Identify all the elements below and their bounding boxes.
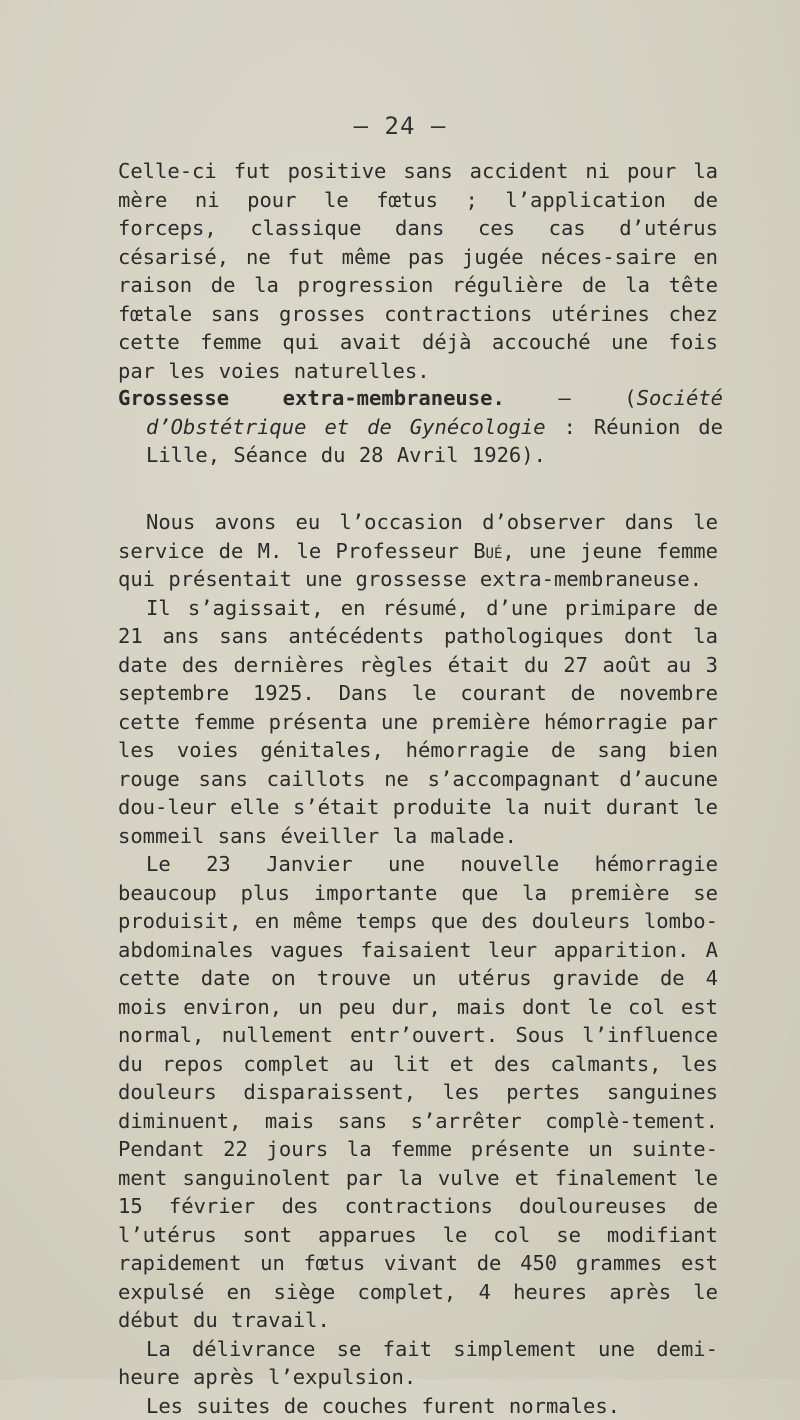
section-title: Grossesse extra-membraneuse. [118,386,505,410]
body-paragraph-1-start: Nous avons eu l’occasion d’observer dans le service de M. le Professeur [118,510,718,563]
body-paragraph-1-end: , une jeune femme qui présentait une grossesse extra-membraneuse. [118,539,718,592]
paragraph-intro: Celle-ci fut positive sans accident ni pour la mère ni pour le fœtus ; l’application de forceps, classique dans ces cas d’utérus césarisé, ne fut même pas jugée néces-saire en raison de la progression régulière de la tête fœtale sans grosses contractions utérines chez cette femme qui avait déjà accouché une fois par les voies naturelles. [118,157,718,385]
section-source-society: Société d’Obstétrique et de Gynécologie [146,386,723,439]
section-source-meeting: : Réunion de Lille, Séance du 28 Avril 1926). [146,415,723,468]
body-paragraph-1 [118,508,718,594]
section-body [118,508,718,1420]
section-source-open: ( [624,386,636,410]
section-heading-line [118,384,723,470]
body-paragraph-2: Il s’agissait, en résumé, d’une primipare de 21 ans sans antécédents pathologiques dont la date des dernières règles était du 27 août au 3 septembre 1925. Dans le courant de novembre cette femme présenta une première hémorragie par les voies génitales, hémorragie de sang bien rouge sans caillots ne s’accompagnant d’aucune dou-leur elle s’était produite la nuit durant le sommeil sans éveiller la malade. [118,594,718,851]
section-dash: — [505,386,624,410]
body-paragraph-5: Les suites de couches furent normales. [118,1392,718,1420]
section-heading [118,384,723,470]
page-number: — 24 — [0,112,800,140]
professor-name: Bué [473,539,502,563]
body-paragraph-4: La délivrance se fait simplement une demi-heure après l’expulsion. [118,1335,718,1392]
body-paragraph-3: Le 23 Janvier une nouvelle hémorragie beaucoup plus importante que la première se produisit, en même temps que des douleurs lombo-abdominales vagues faisaient leur apparition. A cette date on trouve un utérus gravide de 4 mois environ, un peu dur, mais dont le col est normal, nullement entr’ouvert. Sous l’influence du repos complet au lit et des calmants, les douleurs disparaissent, les pertes sanguines diminuent, mais sans s’arrêter complè-tement. Pendant 22 jours la femme présente un suinte-ment sanguinolent par la vulve et finalement le 15 février des contractions douloureuses de l’utérus sont apparues le col se modifiant rapidement un fœtus vivant de 450 grammes est expulsé en siège complet, 4 heures après le début du travail. [118,850,718,1335]
